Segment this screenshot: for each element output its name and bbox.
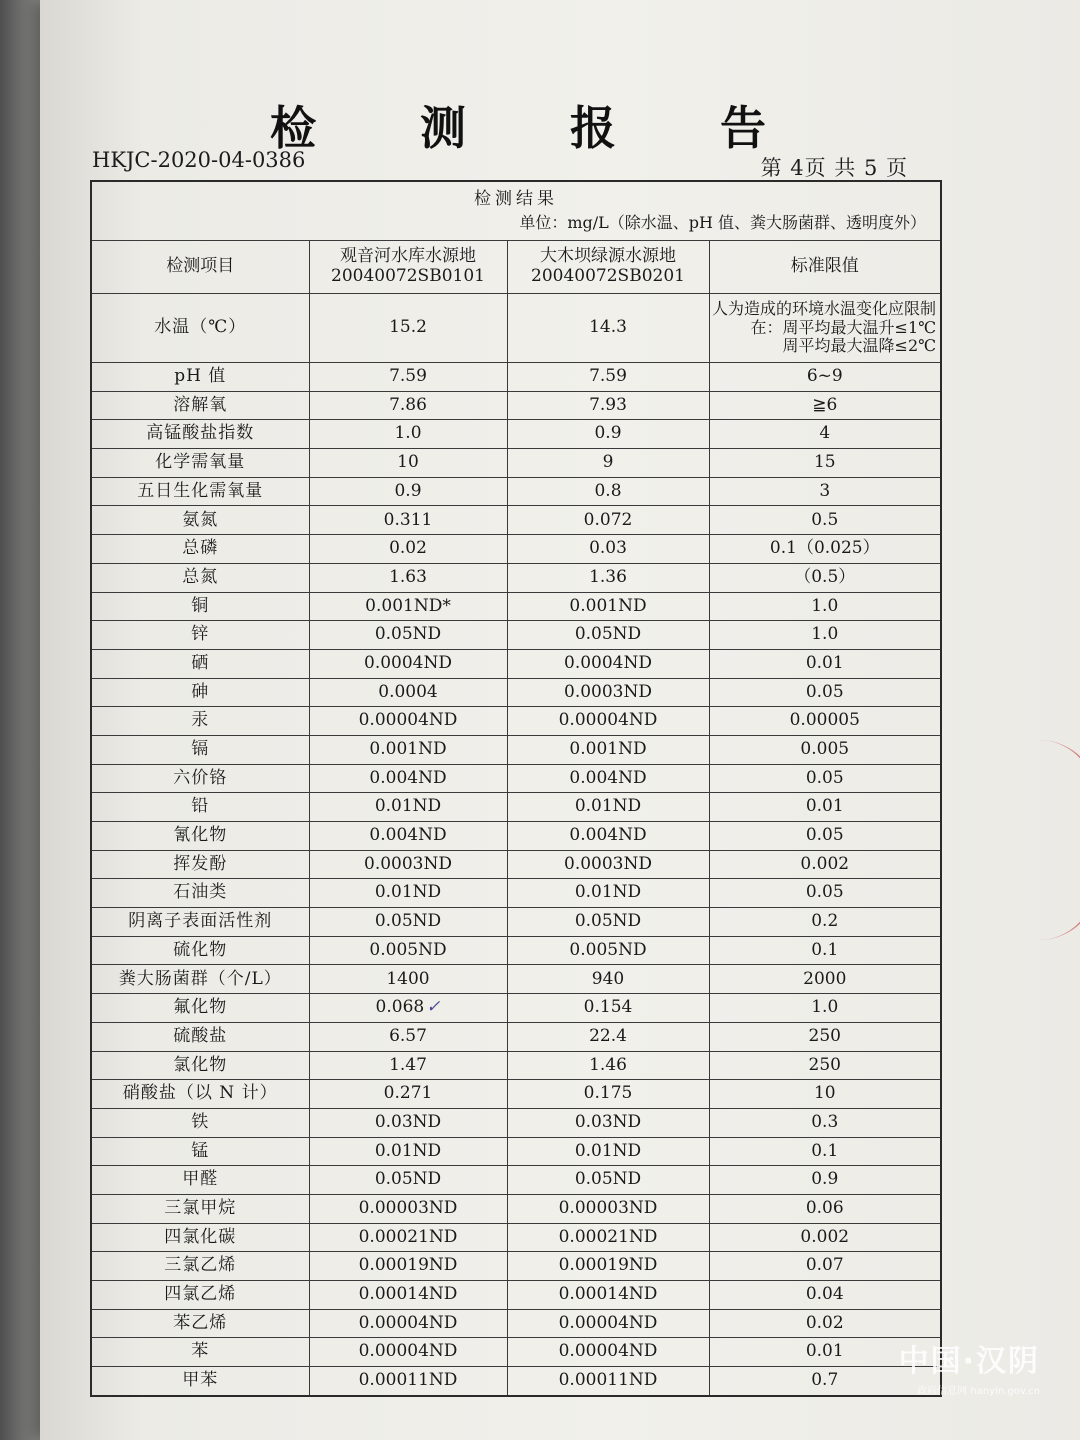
- table-row: [91, 994, 941, 1023]
- site1-cell: 0.01ND: [309, 1137, 507, 1166]
- site1-cell: 15.2: [309, 294, 507, 363]
- table-row: [91, 363, 941, 392]
- standard-cell: 0.05: [709, 764, 941, 793]
- result-header-row: [91, 181, 941, 241]
- table-row: [91, 592, 941, 621]
- site2-cell: 1.46: [507, 1051, 709, 1080]
- site2-cell: 0.05ND: [507, 621, 709, 650]
- standard-cell: 6~9: [709, 363, 941, 392]
- table-row: [91, 1080, 941, 1109]
- item-cell: 四氯乙烯: [91, 1281, 309, 1310]
- site2-cell: 0.004ND: [507, 822, 709, 851]
- unit-note: 单位：mg/L（除水温、pH 值、粪大肠菌群、透明度外）: [519, 212, 927, 232]
- site-watermark: 中国·汉阴: [898, 1344, 1040, 1379]
- standard-cell: 0.005: [709, 735, 941, 764]
- item-cell: 总氮: [91, 563, 309, 592]
- site2-cell: 0.05ND: [507, 1166, 709, 1195]
- standard-cell: 0.1（0.025）: [709, 535, 941, 564]
- standard-cell: 0.9: [709, 1166, 941, 1195]
- item-cell: 氨氮: [91, 506, 309, 535]
- site2-cell: 0.00004ND: [507, 1338, 709, 1367]
- site1-cell: 0.0004ND: [309, 649, 507, 678]
- site1-cell: 10: [309, 449, 507, 478]
- table-row: [91, 1022, 941, 1051]
- table-row: [91, 1338, 941, 1367]
- standard-cell: 0.2: [709, 908, 941, 937]
- site2-cell: 0.00011ND: [507, 1367, 709, 1396]
- site2-cell: 0.05ND: [507, 908, 709, 937]
- site1-cell: 0.05ND: [309, 908, 507, 937]
- site1-cell: 0.311: [309, 506, 507, 535]
- site2-cell: 940: [507, 965, 709, 994]
- header-site1: [309, 241, 507, 294]
- site1-cell: 0.001ND: [309, 735, 507, 764]
- table-row: [91, 535, 941, 564]
- site1-cell: 0.00004ND: [309, 1338, 507, 1367]
- site2-cell: 0.8: [507, 477, 709, 506]
- item-cell: 砷: [91, 678, 309, 707]
- standard-cell: 0.07: [709, 1252, 941, 1281]
- std-line: 周平均最大温降≤2℃: [782, 336, 937, 356]
- standard-cell: ≧6: [709, 391, 941, 420]
- standard-cell: （0.5）: [709, 563, 941, 592]
- site2-cell: 0.00004ND: [507, 707, 709, 736]
- site1-cell: 0.03ND: [309, 1108, 507, 1137]
- site1-cell: 1.0: [309, 420, 507, 449]
- standard-cell: 0.00005: [709, 707, 941, 736]
- site2-cell: 0.001ND: [507, 592, 709, 621]
- header-site1-code: 20040072SB0101: [331, 266, 485, 286]
- site1-cell: 0.0004: [309, 678, 507, 707]
- item-cell: 高锰酸盐指数: [91, 420, 309, 449]
- standard-cell: 0.5: [709, 506, 941, 535]
- standard-cell: 0.05: [709, 879, 941, 908]
- site2-cell: 7.93: [507, 391, 709, 420]
- header-site2: [507, 241, 709, 294]
- standard-cell: 250: [709, 1022, 941, 1051]
- table-row: [91, 1223, 941, 1252]
- header-site2-code: 20040072SB0201: [531, 266, 685, 286]
- site2-cell: 1.36: [507, 563, 709, 592]
- standard-cell: 0.06: [709, 1194, 941, 1223]
- site2-cell: 0.01ND: [507, 1137, 709, 1166]
- standard-cell: 0.7: [709, 1367, 941, 1396]
- item-cell: 五日生化需氧量: [91, 477, 309, 506]
- site2-cell: 0.154: [507, 994, 709, 1023]
- table-row: [91, 678, 941, 707]
- item-cell: 苯乙烯: [91, 1309, 309, 1338]
- site1-cell: [309, 994, 507, 1023]
- site1-cell: 0.05ND: [309, 1166, 507, 1195]
- item-cell: 甲醛: [91, 1166, 309, 1195]
- table-row: [91, 850, 941, 879]
- std-line: 在：周平均最大温升≤1℃: [750, 317, 937, 337]
- site2-cell: 0.00019ND: [507, 1252, 709, 1281]
- table-row: [91, 563, 941, 592]
- item-cell: 溶解氧: [91, 391, 309, 420]
- item-cell: 硫化物: [91, 936, 309, 965]
- standard-cell: 0.02: [709, 1309, 941, 1338]
- item-cell: 水温（℃）: [91, 294, 309, 363]
- standard-cell: 3: [709, 477, 941, 506]
- site2-cell: 0.01ND: [507, 879, 709, 908]
- table-row: [91, 477, 941, 506]
- item-cell: 六价铬: [91, 764, 309, 793]
- item-cell: 苯: [91, 1338, 309, 1367]
- item-cell: 氰化物: [91, 822, 309, 851]
- table-row: [91, 391, 941, 420]
- table-row: [91, 1252, 941, 1281]
- header-standard: 标准限值: [709, 241, 941, 294]
- header-site1-name: 观音河水库水源地: [340, 246, 476, 267]
- header-item: 检测项目: [91, 241, 309, 294]
- site1-cell: 1.47: [309, 1051, 507, 1080]
- report-number: HKJC-2020-04-0386: [92, 148, 306, 172]
- site2-cell: 0.001ND: [507, 735, 709, 764]
- item-cell: 铜: [91, 592, 309, 621]
- site1-cell: 6.57: [309, 1022, 507, 1051]
- results-table: [90, 180, 942, 1397]
- site1-cell: 0.05ND: [309, 621, 507, 650]
- standard-cell: [709, 294, 941, 363]
- table-row: [91, 965, 941, 994]
- handwritten-check-icon: ✓: [426, 997, 441, 1018]
- site1-cell: 0.00004ND: [309, 707, 507, 736]
- table-row: [91, 793, 941, 822]
- site1-cell: 0.004ND: [309, 822, 507, 851]
- site2-cell: 0.01ND: [507, 793, 709, 822]
- site1-cell: 0.02: [309, 535, 507, 564]
- site2-cell: 0.0004ND: [507, 649, 709, 678]
- item-cell: 四氯化碳: [91, 1223, 309, 1252]
- table-row: [91, 1051, 941, 1080]
- standard-cell: 1.0: [709, 994, 941, 1023]
- standard-cell: 1.0: [709, 621, 941, 650]
- site1-cell: 0.00014ND: [309, 1281, 507, 1310]
- item-cell: 硒: [91, 649, 309, 678]
- item-cell: 粪大肠菌群（个/L）: [91, 965, 309, 994]
- table-row: [91, 735, 941, 764]
- table-row: [91, 1281, 941, 1310]
- column-header-row: [91, 241, 941, 294]
- table-row: [91, 1194, 941, 1223]
- site1-cell: 0.00004ND: [309, 1309, 507, 1338]
- table-row: [91, 294, 941, 363]
- table-row: [91, 707, 941, 736]
- standard-cell: 10: [709, 1080, 941, 1109]
- standard-cell: 0.1: [709, 1137, 941, 1166]
- site1-cell: 0.001ND*: [309, 592, 507, 621]
- table-row: [91, 420, 941, 449]
- site-watermark-sub: 政府信息网 hanyin.gov.cn: [917, 1386, 1040, 1397]
- site2-cell: 0.004ND: [507, 764, 709, 793]
- standard-cell: 0.002: [709, 850, 941, 879]
- standard-cell: 0.05: [709, 678, 941, 707]
- page-indicator: 第 4页 共 5 页: [760, 156, 908, 180]
- site1-cell: 7.59: [309, 363, 507, 392]
- site1-cell: 1400: [309, 965, 507, 994]
- item-cell: 挥发酚: [91, 850, 309, 879]
- table-row: [91, 1309, 941, 1338]
- site2-cell: 22.4: [507, 1022, 709, 1051]
- item-cell: 汞: [91, 707, 309, 736]
- site1-cell: 0.01ND: [309, 793, 507, 822]
- site2-cell: 0.0003ND: [507, 850, 709, 879]
- standard-cell: 4: [709, 420, 941, 449]
- page-left-edge: [0, 0, 40, 1440]
- standard-cell: 1.0: [709, 592, 941, 621]
- standard-cell: 15: [709, 449, 941, 478]
- item-cell: 阴离子表面活性剂: [91, 908, 309, 937]
- item-cell: 甲苯: [91, 1367, 309, 1396]
- standard-cell: 0.1: [709, 936, 941, 965]
- site1-cell: 0.00019ND: [309, 1252, 507, 1281]
- site2-cell: 0.9: [507, 420, 709, 449]
- site1-cell: 0.00011ND: [309, 1367, 507, 1396]
- site2-cell: 0.03ND: [507, 1108, 709, 1137]
- site1-cell: 0.271: [309, 1080, 507, 1109]
- site2-cell: 0.005ND: [507, 936, 709, 965]
- table-row: [91, 822, 941, 851]
- standard-cell: 0.01: [709, 793, 941, 822]
- item-cell: 三氯乙烯: [91, 1252, 309, 1281]
- item-cell: 铁: [91, 1108, 309, 1137]
- item-cell: 氯化物: [91, 1051, 309, 1080]
- table-row: [91, 506, 941, 535]
- std-line: 人为造成的环境水温变化应限制: [712, 299, 937, 319]
- table-row: [91, 1166, 941, 1195]
- standard-cell: 2000: [709, 965, 941, 994]
- site2-cell: 0.0003ND: [507, 678, 709, 707]
- site1-cell: 0.01ND: [309, 879, 507, 908]
- item-cell: 硝酸盐（以 N 计）: [91, 1080, 309, 1109]
- result-title: 检测结果: [474, 189, 559, 210]
- site2-cell: 0.00014ND: [507, 1281, 709, 1310]
- site1-value: 0.068: [375, 997, 425, 1018]
- table-row: [91, 879, 941, 908]
- site1-cell: 0.00003ND: [309, 1194, 507, 1223]
- item-cell: 镉: [91, 735, 309, 764]
- site1-cell: 7.86: [309, 391, 507, 420]
- item-cell: 三氯甲烷: [91, 1194, 309, 1223]
- item-cell: 氟化物: [91, 994, 309, 1023]
- table-row: [91, 908, 941, 937]
- site2-cell: 0.00004ND: [507, 1309, 709, 1338]
- site2-cell: 14.3: [507, 294, 709, 363]
- item-cell: 硫酸盐: [91, 1022, 309, 1051]
- item-cell: pH 值: [91, 363, 309, 392]
- table-row: [91, 449, 941, 478]
- table-row: [91, 936, 941, 965]
- site2-cell: 7.59: [507, 363, 709, 392]
- site1-cell: 0.9: [309, 477, 507, 506]
- standard-cell: 250: [709, 1051, 941, 1080]
- site1-cell: 0.00021ND: [309, 1223, 507, 1252]
- table-row: [91, 621, 941, 650]
- item-cell: 总磷: [91, 535, 309, 564]
- table-row: [91, 1137, 941, 1166]
- result-header-cell: [91, 181, 941, 241]
- site2-cell: 0.03: [507, 535, 709, 564]
- site1-cell: 0.005ND: [309, 936, 507, 965]
- site2-cell: 0.00003ND: [507, 1194, 709, 1223]
- site2-cell: 0.072: [507, 506, 709, 535]
- item-cell: 锰: [91, 1137, 309, 1166]
- site2-cell: 9: [507, 449, 709, 478]
- standard-cell: 0.01: [709, 1338, 941, 1367]
- table-row: [91, 764, 941, 793]
- standard-cell: 0.3: [709, 1108, 941, 1137]
- item-cell: 铅: [91, 793, 309, 822]
- table-row: [91, 1367, 941, 1396]
- item-cell: 化学需氧量: [91, 449, 309, 478]
- standard-cell: 0.04: [709, 1281, 941, 1310]
- standard-cell: 0.05: [709, 822, 941, 851]
- standard-cell: 0.002: [709, 1223, 941, 1252]
- item-cell: 锌: [91, 621, 309, 650]
- header-site2-name: 大木坝绿源水源地: [540, 246, 676, 267]
- site2-cell: 0.00021ND: [507, 1223, 709, 1252]
- table-row: [91, 1108, 941, 1137]
- site1-cell: 0.0003ND: [309, 850, 507, 879]
- site1-cell: 0.004ND: [309, 764, 507, 793]
- item-cell: 石油类: [91, 879, 309, 908]
- site1-cell: 1.63: [309, 563, 507, 592]
- site2-cell: 0.175: [507, 1080, 709, 1109]
- standard-cell: 0.01: [709, 649, 941, 678]
- table-row: [91, 649, 941, 678]
- red-seal-stamp: [1026, 740, 1080, 940]
- report-title: 检 测 报 告: [269, 101, 811, 155]
